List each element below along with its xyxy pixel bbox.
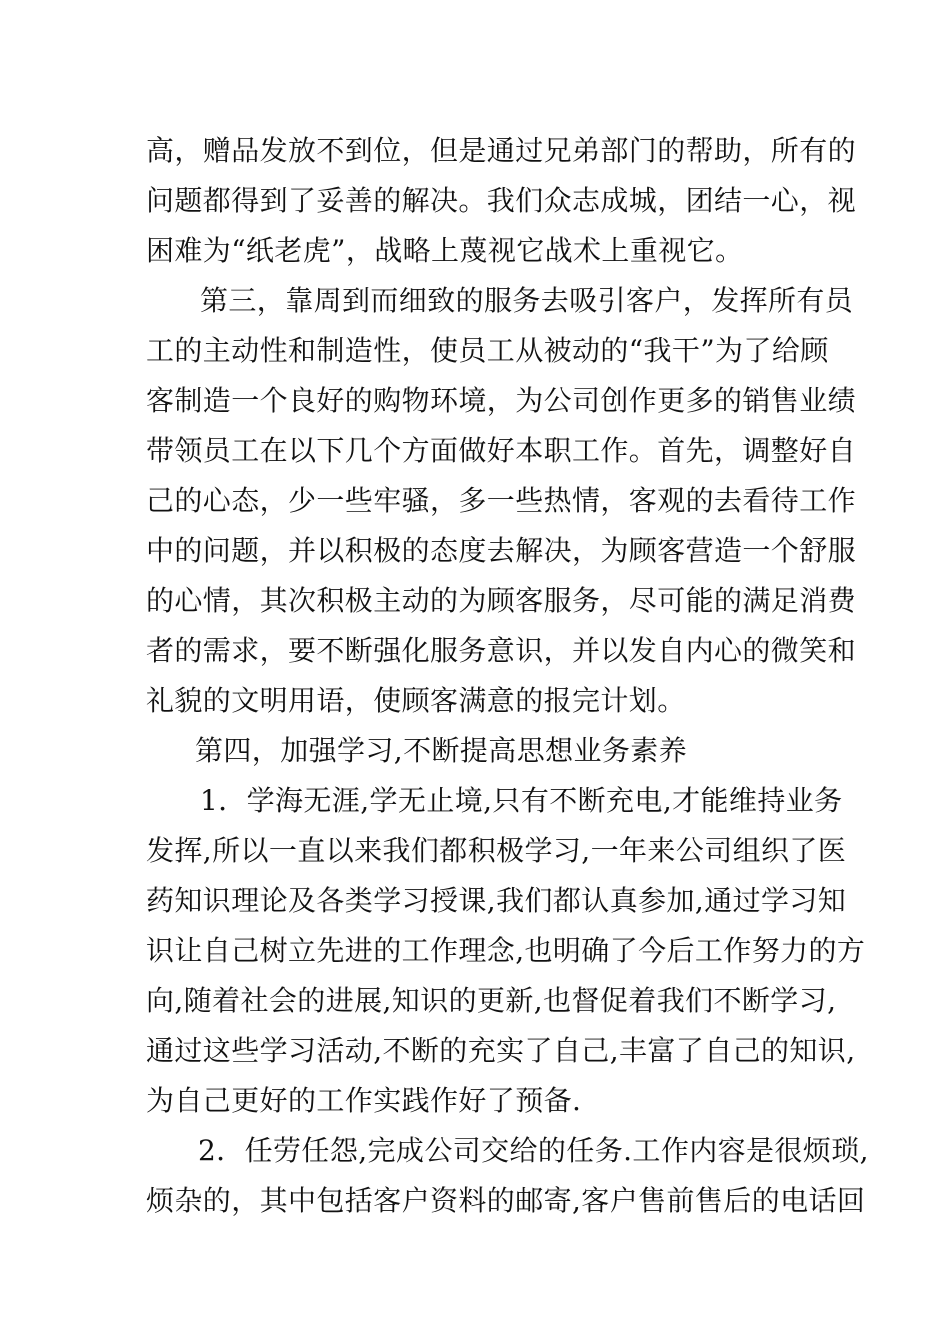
text-line: 高，赠品发放不到位，但是通过兄弟部门的帮助，所有的 [146,134,857,167]
text-line: 问题都得到了妥善的解决。我们众志成城，团结一心，视 [146,184,857,217]
text-line: 烦杂的，其中包括客户资料的邮寄,客户售前售后的电话回 [146,1184,866,1217]
text-line: 中的问题，并以积极的态度去解决，为顾客营造一个舒服 [146,534,857,567]
text-line: 礼貌的文明用语，使顾客满意的报完计划。 [146,684,686,717]
text-line: 客制造一个良好的购物环境，为公司创作更多的销售业绩 [146,384,857,417]
text-line: 者的需求，要不断强化服务意识，并以发自内心的微笑和 [146,634,857,667]
text-line: 己的心态，少一些牢骚，多一些热情，客观的去看待工作 [146,484,857,517]
list-item-start-line: 1．学海无涯,学无止境,只有不断充电,才能维持业务 [200,784,843,817]
text-line: 的心情，其次积极主动的为顾客服务，尽可能的满足消费 [146,584,857,617]
text-line: 为自己更好的工作实践作好了预备. [146,1084,582,1117]
text-line: 向,随着社会的进展,知识的更新,也督促着我们不断学习, [146,984,837,1017]
text-line: 通过这些学习活动,不断的充实了自己,丰富了自己的知识, [146,1034,856,1067]
text-line: 工的主动性和制造性，使员工从被动的“我干”为了给顾 [146,334,829,367]
list-item-start-line: 2．任劳任怨,完成公司交给的任务.工作内容是很烦琐, [198,1134,869,1167]
text-line: 发挥,所以一直以来我们都积极学习,一年来公司组织了医 [146,834,847,867]
section-heading-line: 第四，加强学习,不断提高思想业务素养 [195,734,688,767]
text-line: 药知识理论及各类学习授课,我们都认真参加,通过学习知 [146,884,847,917]
text-line: 困难为“纸老虎”，战略上蔑视它战术上重视它。 [146,234,744,267]
paragraph-start-line: 第三，靠周到而细致的服务去吸引客户，发挥所有员 [200,284,854,317]
text-line: 识让自己树立先进的工作理念,也明确了今后工作努力的方 [146,934,866,967]
text-line: 带领员工在以下几个方面做好本职工作。首先，调整好自 [146,434,857,467]
